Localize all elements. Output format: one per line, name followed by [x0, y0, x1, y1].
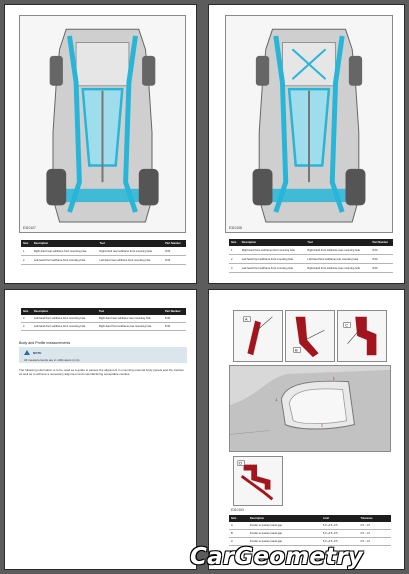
svg-text:1: 1: [320, 422, 324, 428]
gap-table: [229, 515, 391, 546]
callout-a: A: [245, 317, 248, 322]
table-row: A Fender to quarter panel gap 5.0 +0.5 -0.5 0.5 - 1.0: [229, 522, 391, 530]
svg-text:1: 1: [332, 375, 335, 381]
underbody-diagram: [225, 15, 393, 233]
underbody-diagram: [19, 15, 186, 233]
svg-text:1: 1: [275, 397, 278, 403]
figure-id: E310108: [229, 226, 242, 230]
note-box: [19, 347, 187, 363]
section-heading: Body and Profile measurements: [19, 341, 71, 345]
callout-d: D: [239, 461, 243, 466]
subframe-table: [21, 240, 186, 265]
col-tool: Tool: [305, 239, 370, 246]
col-description: Description: [32, 240, 98, 247]
table-row: 3 Left-hand front subframe front mounting hole Right-hand front subframe rear mounting hole 8.00: [229, 264, 393, 273]
figure-id: E310107: [23, 226, 36, 230]
col-part: Part Number: [163, 240, 186, 247]
manual-page-2: [208, 4, 405, 284]
seal-profile-a: [233, 310, 283, 362]
table-row: 4 Left-hand front subframe front mounting hole Right-hand front subframe rear mounting hole 8.00: [21, 323, 186, 331]
col-tolerance: Tolerance: [359, 515, 391, 522]
col-description: Description: [32, 308, 97, 315]
table-row: 1 Right-hand front subframe front mounting hole Right-hand front subframe rear mounting hole 8.00: [229, 246, 393, 255]
table-row: 2 Left-hand front subframe front mounting hole Left-hand rear subframe front mounting hole 8.00: [21, 256, 186, 265]
seal-profile-d: [233, 456, 283, 506]
col-item: Item: [21, 240, 32, 247]
manual-page-4: [208, 289, 405, 570]
col-item: Item: [229, 515, 248, 522]
col-limit: Limit: [321, 515, 359, 522]
col-part: Part Number: [163, 308, 186, 315]
note-title: NOTE: [33, 350, 42, 355]
col-part: Part Number: [370, 239, 393, 246]
col-tool: Tool: [97, 308, 163, 315]
seal-profile-b: [285, 310, 335, 362]
col-description: Description: [248, 515, 321, 522]
table-row: C Fender to quarter panel gap 5.0 +0.5 -0.5 0.5 - 1.0: [229, 538, 391, 546]
table-row: B Fender to quarter panel gap 5.0 +0.5 -0.5 0.5 - 1.0: [229, 530, 391, 538]
table-row: 2 Left-hand front subframe front mounting hole Left-hand front subframe rear mounting hole 8.00: [229, 255, 393, 264]
col-item: Item: [21, 308, 32, 315]
fuel-door-diagram: [229, 365, 391, 452]
callout-b: B: [295, 348, 298, 353]
subframe-table: [21, 308, 186, 331]
col-description: Description: [240, 239, 306, 246]
figure-id: E310153: [231, 508, 244, 512]
table-row: 3 Left-hand front subframe front mounting hole Right-hand rear subframe rear mounting hole 8.00: [21, 315, 186, 323]
col-tool: Tool: [98, 240, 164, 247]
note-body: All measurements are in millimeters (mm).: [24, 358, 81, 362]
col-item: Item: [229, 239, 240, 246]
manual-page-3: [4, 289, 197, 570]
warning-icon: [24, 350, 30, 355]
table-row: 1 Right-hand rear subframe front mounting hole Right-hand rear subframe front mounting hole 8.00: [21, 247, 186, 256]
watermark: CarGeometry: [190, 544, 364, 570]
callout-c: C: [345, 323, 348, 328]
manual-page-1: [4, 4, 197, 284]
seal-profile-c: [337, 310, 387, 362]
subframe-table: [229, 239, 393, 273]
body-paragraph: The following information is to be used as a guide to assess the alignment in mounting external body panels and the cavities as well as to achieve a necessary alignment and manufacturing acceptable cavities.: [19, 368, 184, 377]
